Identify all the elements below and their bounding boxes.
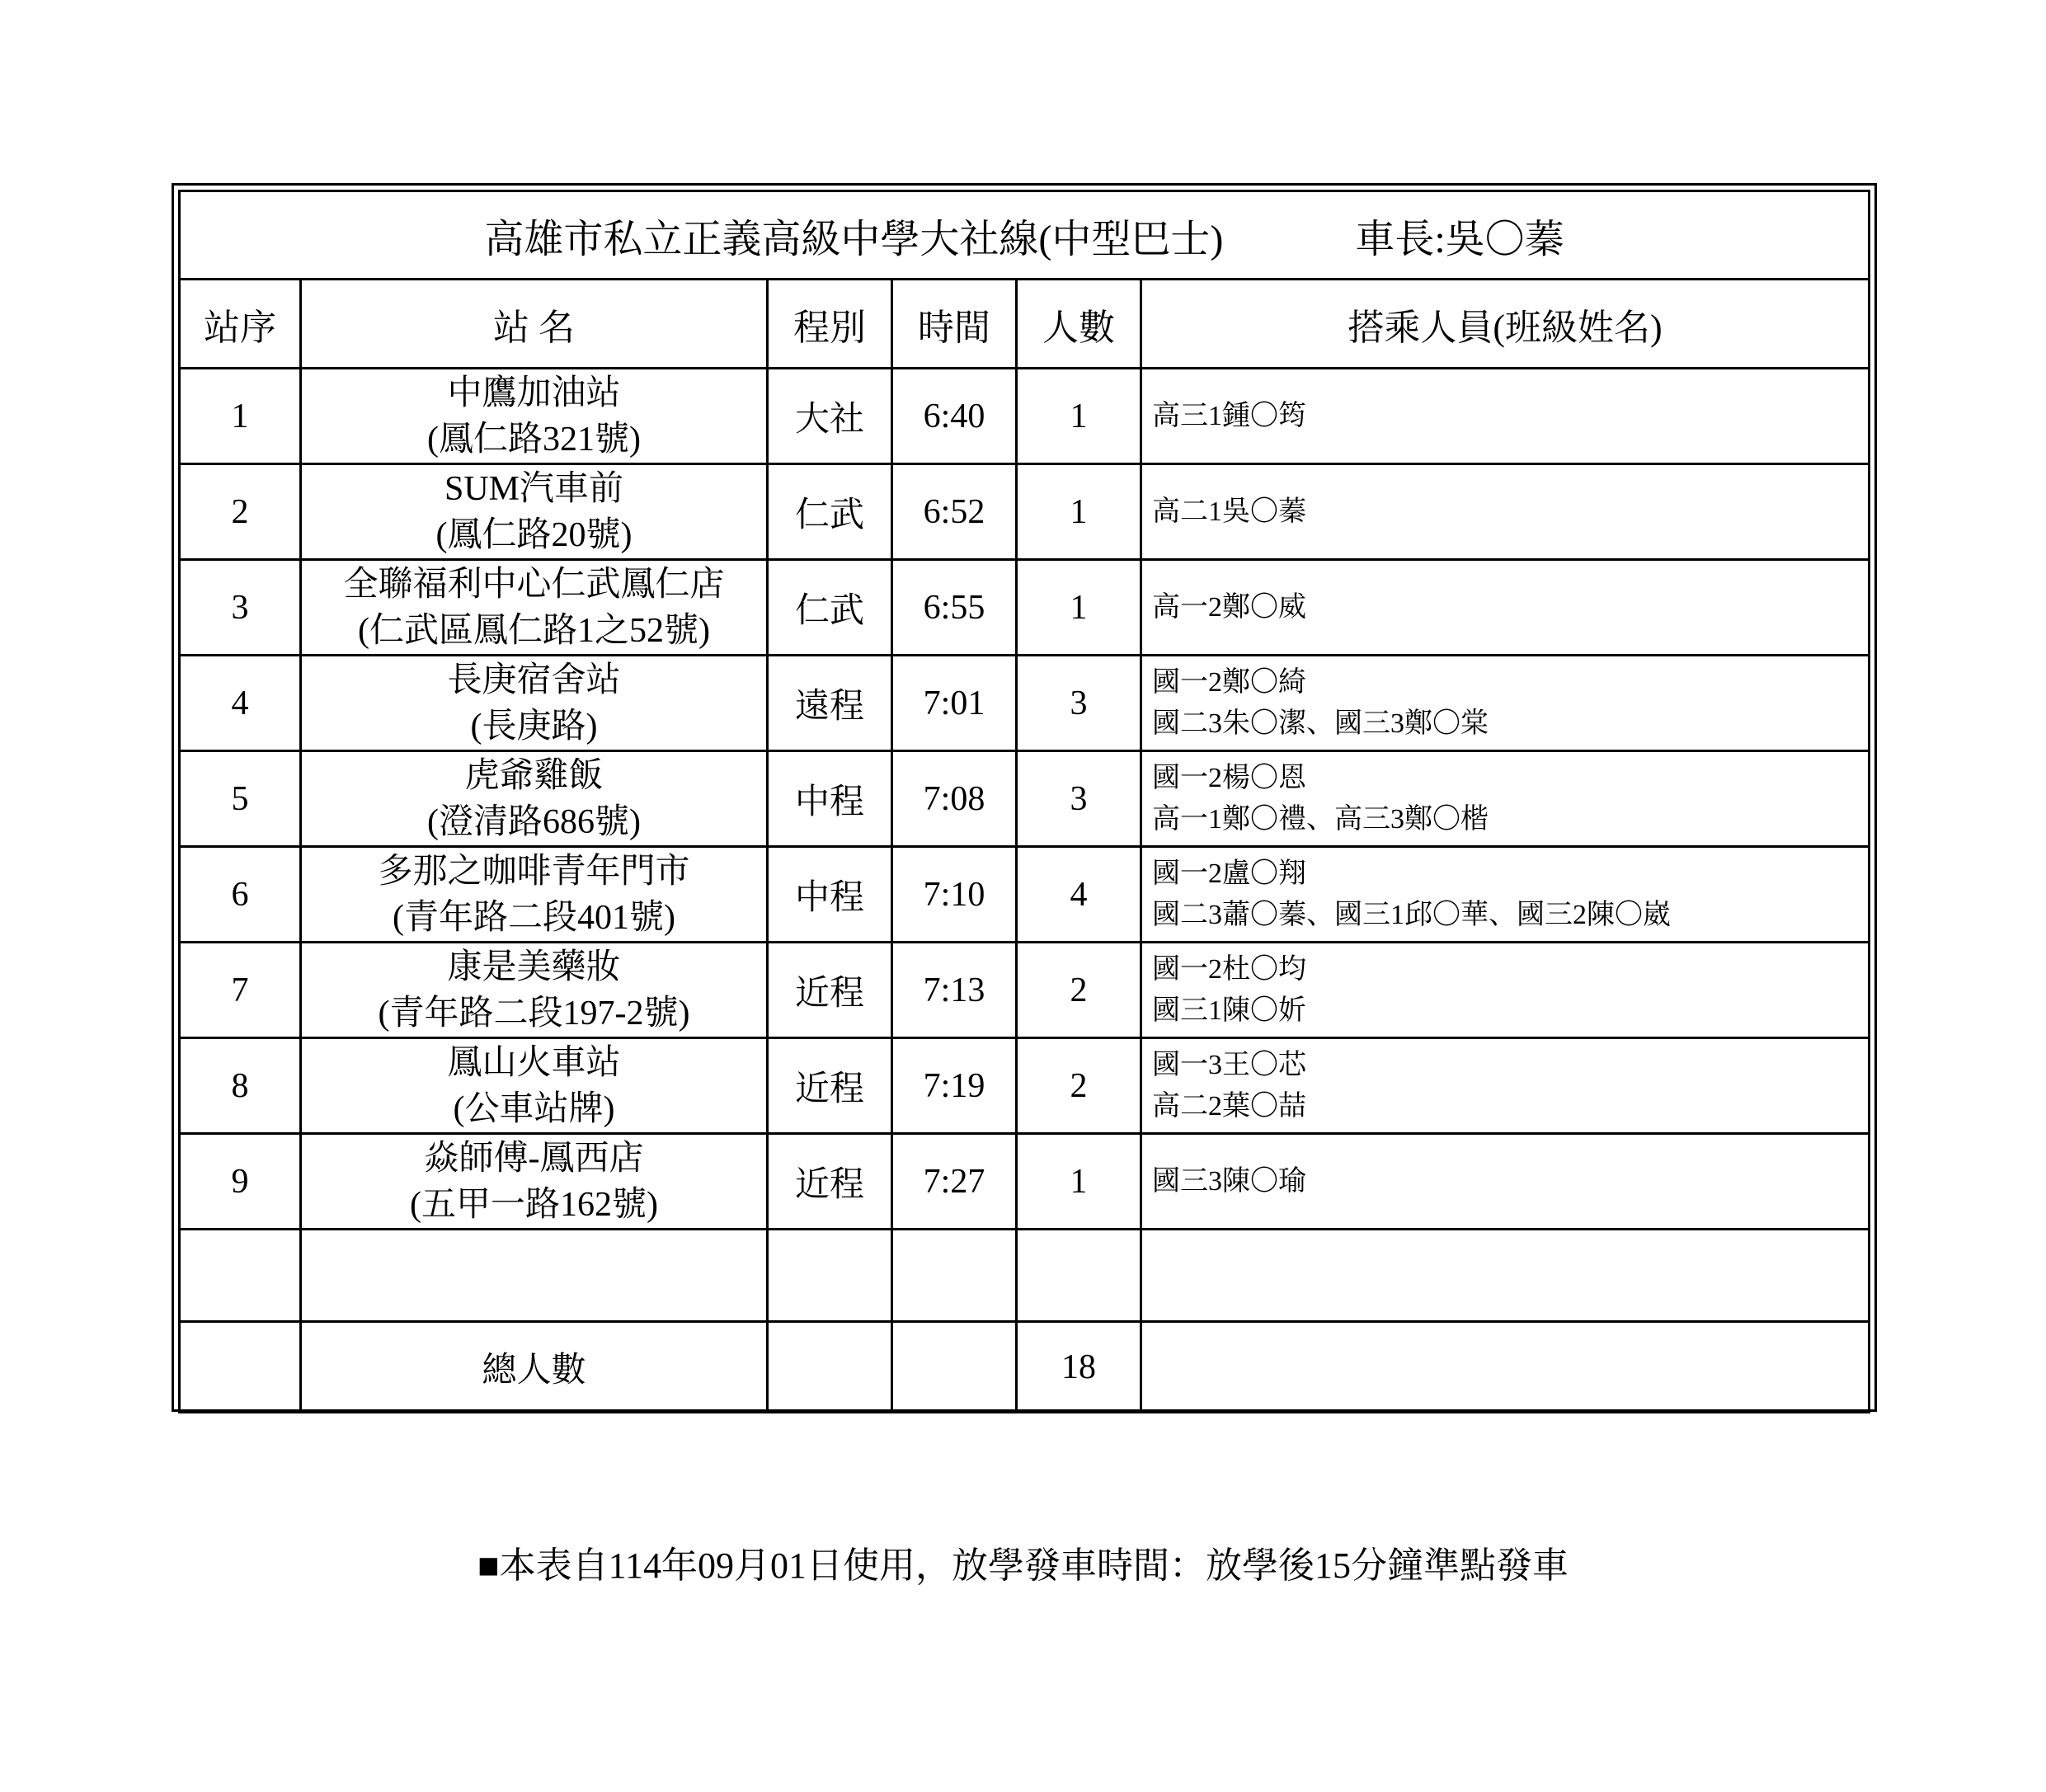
empty-cell [180,1230,301,1322]
stop-cell [301,943,768,1038]
table-row [180,943,1870,1038]
zone-cell: 大社 [768,369,892,464]
stop-address: (鳳仁路321號) [427,420,641,459]
zone-cell: 遠程 [768,656,892,751]
stop-name: 鳳山火車站 [447,1043,621,1082]
riders-cell [1141,464,1870,560]
empty-row [180,1230,1870,1322]
stop-address: (青年路二段197-2號) [378,994,690,1032]
riders-cell [1141,751,1870,847]
seq-cell: 3 [180,560,301,656]
stop-name: 多那之咖啡青年門市 [378,852,690,891]
table-row [180,656,1870,751]
empty-cell [1017,1230,1141,1322]
table-row [180,464,1870,560]
time-cell: 6:40 [892,369,1017,464]
time-cell: 7:10 [892,847,1017,943]
stop-address: (鳳仁路20號) [435,515,633,554]
stop-address: (公車站牌) [453,1089,615,1128]
riders-cell [1141,847,1870,943]
stop-name: 虎爺雞飯 [464,756,604,795]
title-row [180,191,1870,280]
header-count: 人數 [1017,280,1141,369]
table-row [180,560,1870,656]
empty-cell [180,1322,301,1413]
stop-cell [301,656,768,751]
total-row [180,1322,1870,1413]
empty-cell [1141,1230,1870,1322]
seq-cell: 5 [180,751,301,847]
zone-cell: 中程 [768,751,892,847]
rider-line: 國一2盧〇翔 [1152,858,1306,889]
stop-name: SUM汽車前 [444,469,624,508]
seq-cell: 7 [180,943,301,1038]
empty-cell [768,1230,892,1322]
riders-cell [1141,1038,1870,1134]
seq-cell: 9 [180,1134,301,1230]
time-cell: 7:19 [892,1038,1017,1134]
stop-address: (五甲一路162號) [410,1185,658,1224]
table-row [180,1134,1870,1230]
count-cell: 4 [1017,847,1141,943]
header-seq: 站序 [180,280,301,369]
rider-line: 高二2葉〇喆 [1152,1090,1306,1122]
header-time: 時間 [892,280,1017,369]
rider-line: 國三1陳〇妡 [1152,995,1306,1026]
rider-line: 國二3朱〇潔、國三3鄭〇棠 [1152,708,1489,739]
table-row [180,1038,1870,1134]
rider-line: 國二3蕭〇蓁、國三1邱〇華、國三2陳〇崴 [1152,899,1671,930]
stop-name: 全聯福利中心仁武鳳仁店 [343,565,725,604]
stop-address: (澄清路686號) [427,802,641,841]
rider-line: 高一2鄭〇威 [1152,591,1306,623]
footer-note: ■本表自114年09月01日使用，放學發車時間：放學後15分鐘準點發車 [477,1545,1569,1586]
stop-cell [301,751,768,847]
seq-cell: 2 [180,464,301,560]
stop-cell [301,560,768,656]
seq-cell: 4 [180,656,301,751]
stop-address: (長庚路) [470,707,598,745]
empty-cell [892,1230,1017,1322]
rider-line: 國一2杜〇均 [1152,953,1306,985]
rider-line: 高三1鍾〇筠 [1152,400,1306,431]
zone-cell: 近程 [768,1038,892,1134]
header-zone: 程別 [768,280,892,369]
zone-cell: 中程 [768,847,892,943]
count-cell: 1 [1017,464,1141,560]
seq-cell: 1 [180,369,301,464]
time-cell: 7:08 [892,751,1017,847]
time-cell: 6:55 [892,560,1017,656]
header-riders: 搭乘人員(班級姓名) [1141,280,1870,369]
rider-line: 高二1吳〇蓁 [1152,496,1306,527]
count-cell: 1 [1017,1134,1141,1230]
count-cell: 3 [1017,751,1141,847]
seq-cell: 8 [180,1038,301,1134]
time-cell: 7:01 [892,656,1017,751]
count-cell: 3 [1017,656,1141,751]
stop-cell [301,847,768,943]
riders-cell [1141,1134,1870,1230]
empty-cell [301,1230,768,1322]
rider-line: 國一2鄭〇綺 [1152,666,1306,698]
count-cell: 2 [1017,943,1141,1038]
count-cell: 1 [1017,369,1141,464]
time-cell: 7:27 [892,1134,1017,1230]
stop-cell [301,369,768,464]
table-row [180,751,1870,847]
captain-label: 車長:吳〇蓁 [1355,217,1564,261]
riders-cell [1141,369,1870,464]
bus-schedule-table [178,190,1870,1413]
zone-cell: 仁武 [768,464,892,560]
route-title: 高雄市私立正義高級中學大社線(中型巴士) [484,217,1224,261]
riders-cell [1141,656,1870,751]
table-title [180,191,1870,280]
time-cell: 7:13 [892,943,1017,1038]
count-cell: 2 [1017,1038,1141,1134]
stop-cell [301,1134,768,1230]
stop-cell [301,1038,768,1134]
riders-cell [1141,943,1870,1038]
time-cell: 6:52 [892,464,1017,560]
stop-name: 長庚宿舍站 [447,661,621,699]
stop-cell [301,464,768,560]
zone-cell: 近程 [768,943,892,1038]
bus-schedule-sheet [172,183,1877,1412]
rider-line: 國一2楊〇恩 [1152,762,1306,793]
rider-line: 高一1鄭〇禮、高三3鄭〇楷 [1152,803,1489,835]
riders-cell [1141,560,1870,656]
seq-cell: 6 [180,847,301,943]
stop-name: 中鷹加油站 [447,374,621,412]
stop-name: 焱師傅-鳳西店 [424,1139,644,1178]
empty-cell [1141,1322,1870,1413]
count-cell: 1 [1017,560,1141,656]
stop-name: 康是美藥妝 [447,948,621,986]
total-label: 總人數 [301,1322,768,1413]
stop-address: (青年路二段401號) [393,898,675,937]
rider-line: 國三3陳〇瑜 [1152,1165,1306,1197]
total-count: 18 [1017,1322,1141,1413]
stop-address: (仁武區鳳仁路1之52號) [358,611,710,650]
header-stop: 站 名 [301,280,768,369]
zone-cell: 仁武 [768,560,892,656]
header-row [180,280,1870,369]
table-row [180,847,1870,943]
table-row [180,369,1870,464]
rider-line: 國一3王〇芯 [1152,1049,1306,1080]
empty-cell [892,1322,1017,1413]
empty-cell [768,1322,892,1413]
zone-cell: 近程 [768,1134,892,1230]
